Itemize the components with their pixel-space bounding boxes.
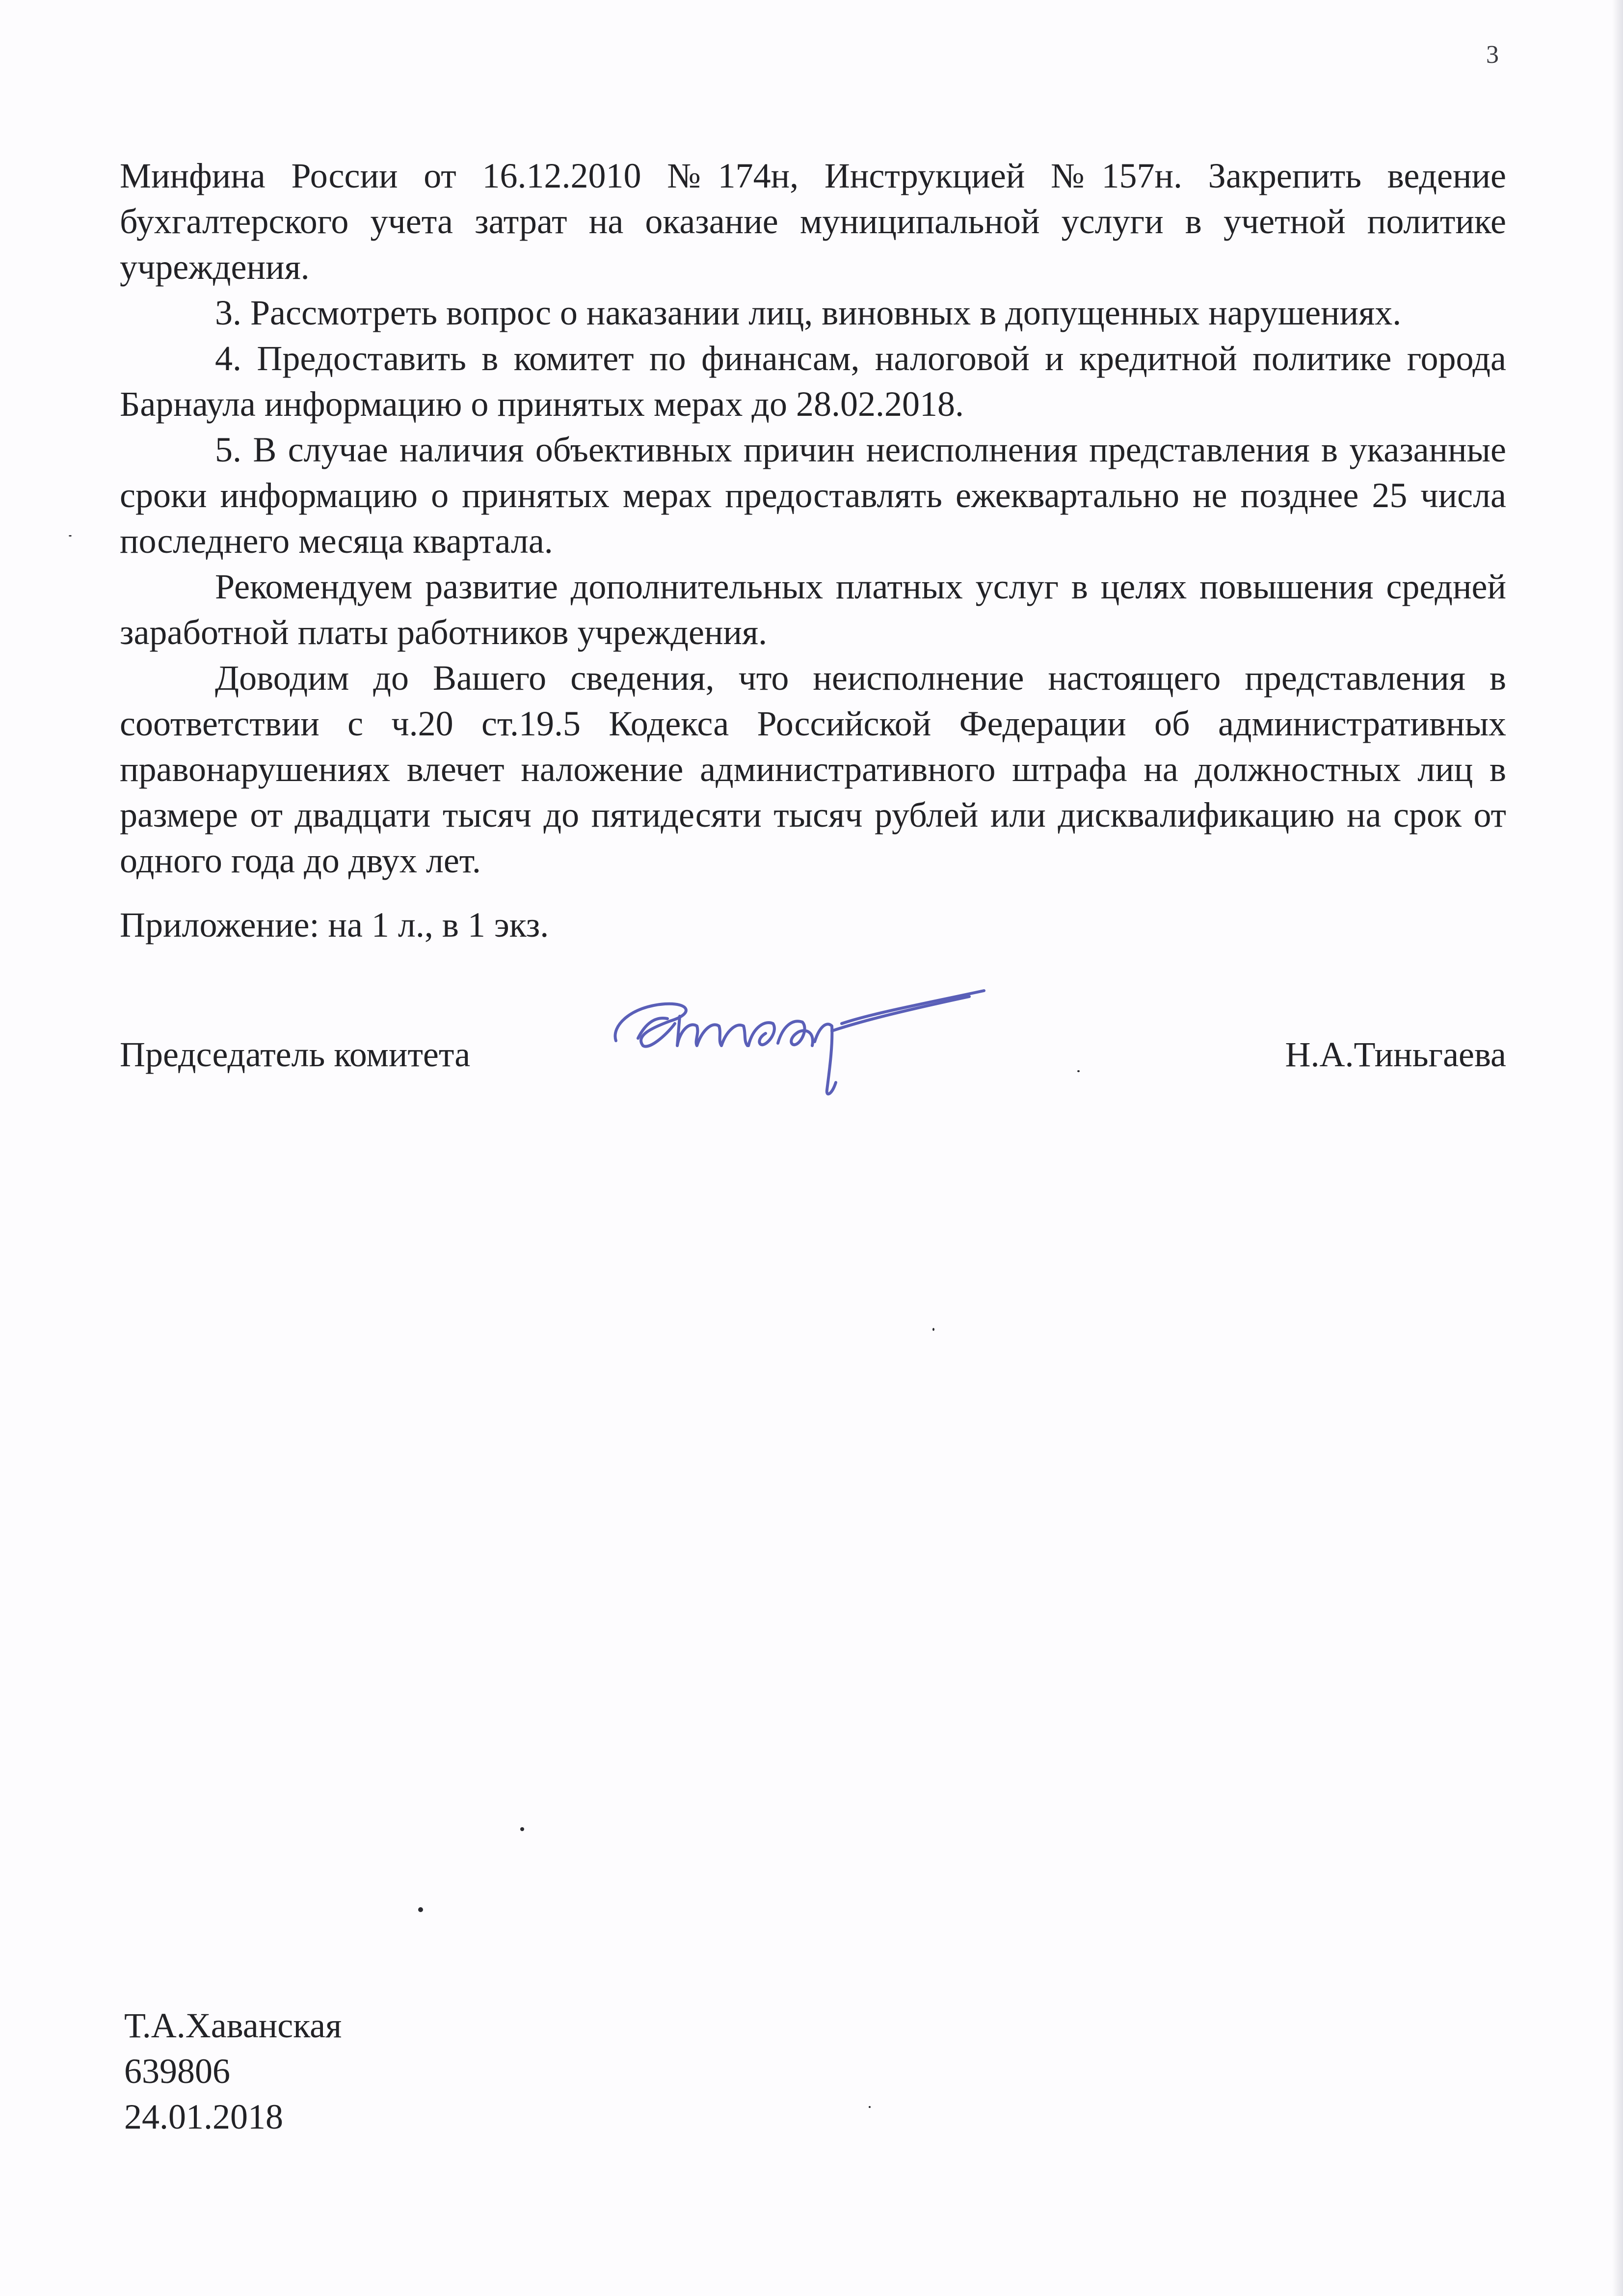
- scan-speck: [69, 535, 72, 537]
- scan-speck: [932, 1328, 934, 1331]
- paragraph-item-5: 5. В случае наличия объективных причин неисполнения представления в указанные сроки информацию о принятых мерах предоставлять ежеквартально не позднее 25 числа последнего месяца квартала.: [120, 430, 1506, 561]
- scan-speck: [869, 2106, 871, 2108]
- executor-date: 24.01.2018: [124, 2097, 283, 2136]
- paragraph-item-4: 4. Предоставить в комитет по финансам, налоговой и кредитной политике города Барнаула информацию о принятых мерах до 28.02.2018.: [120, 339, 1506, 424]
- signer-name: Н.А.Тиньгаева: [1285, 1035, 1506, 1074]
- scan-edge-shadow: [1612, 0, 1623, 2296]
- signer-title: Председатель комитета: [120, 1035, 471, 1074]
- scan-speck: [418, 1907, 423, 1912]
- scan-speck: [1077, 1070, 1080, 1072]
- paragraph-continuation: Минфина России от 16.12.2010 №174н, Инструкцией №157н. Закрепить ведение бухгалтерского учета затрат на оказание муниципальной услуги в учетной политике учреждения.: [120, 156, 1506, 287]
- scan-speck: [520, 1827, 524, 1831]
- executor-info: [124, 2003, 342, 2140]
- paragraph-item-3: 3. Рассмотреть вопрос о наказании лиц, виновных в допущенных нарушениях.: [215, 293, 1402, 332]
- attachment-line: Приложение: на 1 л., в 1 экз.: [120, 905, 549, 945]
- paragraph-recommendation: Рекомендуем развитие дополнительных платных услуг в целях повышения средней заработной платы работников учреждения.: [120, 567, 1506, 652]
- executor-name: Т.А.Хаванская: [124, 2006, 342, 2045]
- page-number: 3: [1486, 41, 1499, 69]
- handwritten-signature: [596, 977, 999, 1105]
- document-body: [120, 153, 1506, 884]
- paragraph-notice: Доводим до Вашего сведения, что неисполнение настоящего представления в соответствии с ч.20 ст.19.5 Кодекса Российской Федерации об административных правонарушениях влечет наложение административного штрафа на должностных лиц в размере от двадцати тысяч до пятидесяти тысяч рублей или дисквалификацию на срок от одного года до двух лет.: [120, 658, 1506, 880]
- executor-phone: 639806: [124, 2052, 230, 2091]
